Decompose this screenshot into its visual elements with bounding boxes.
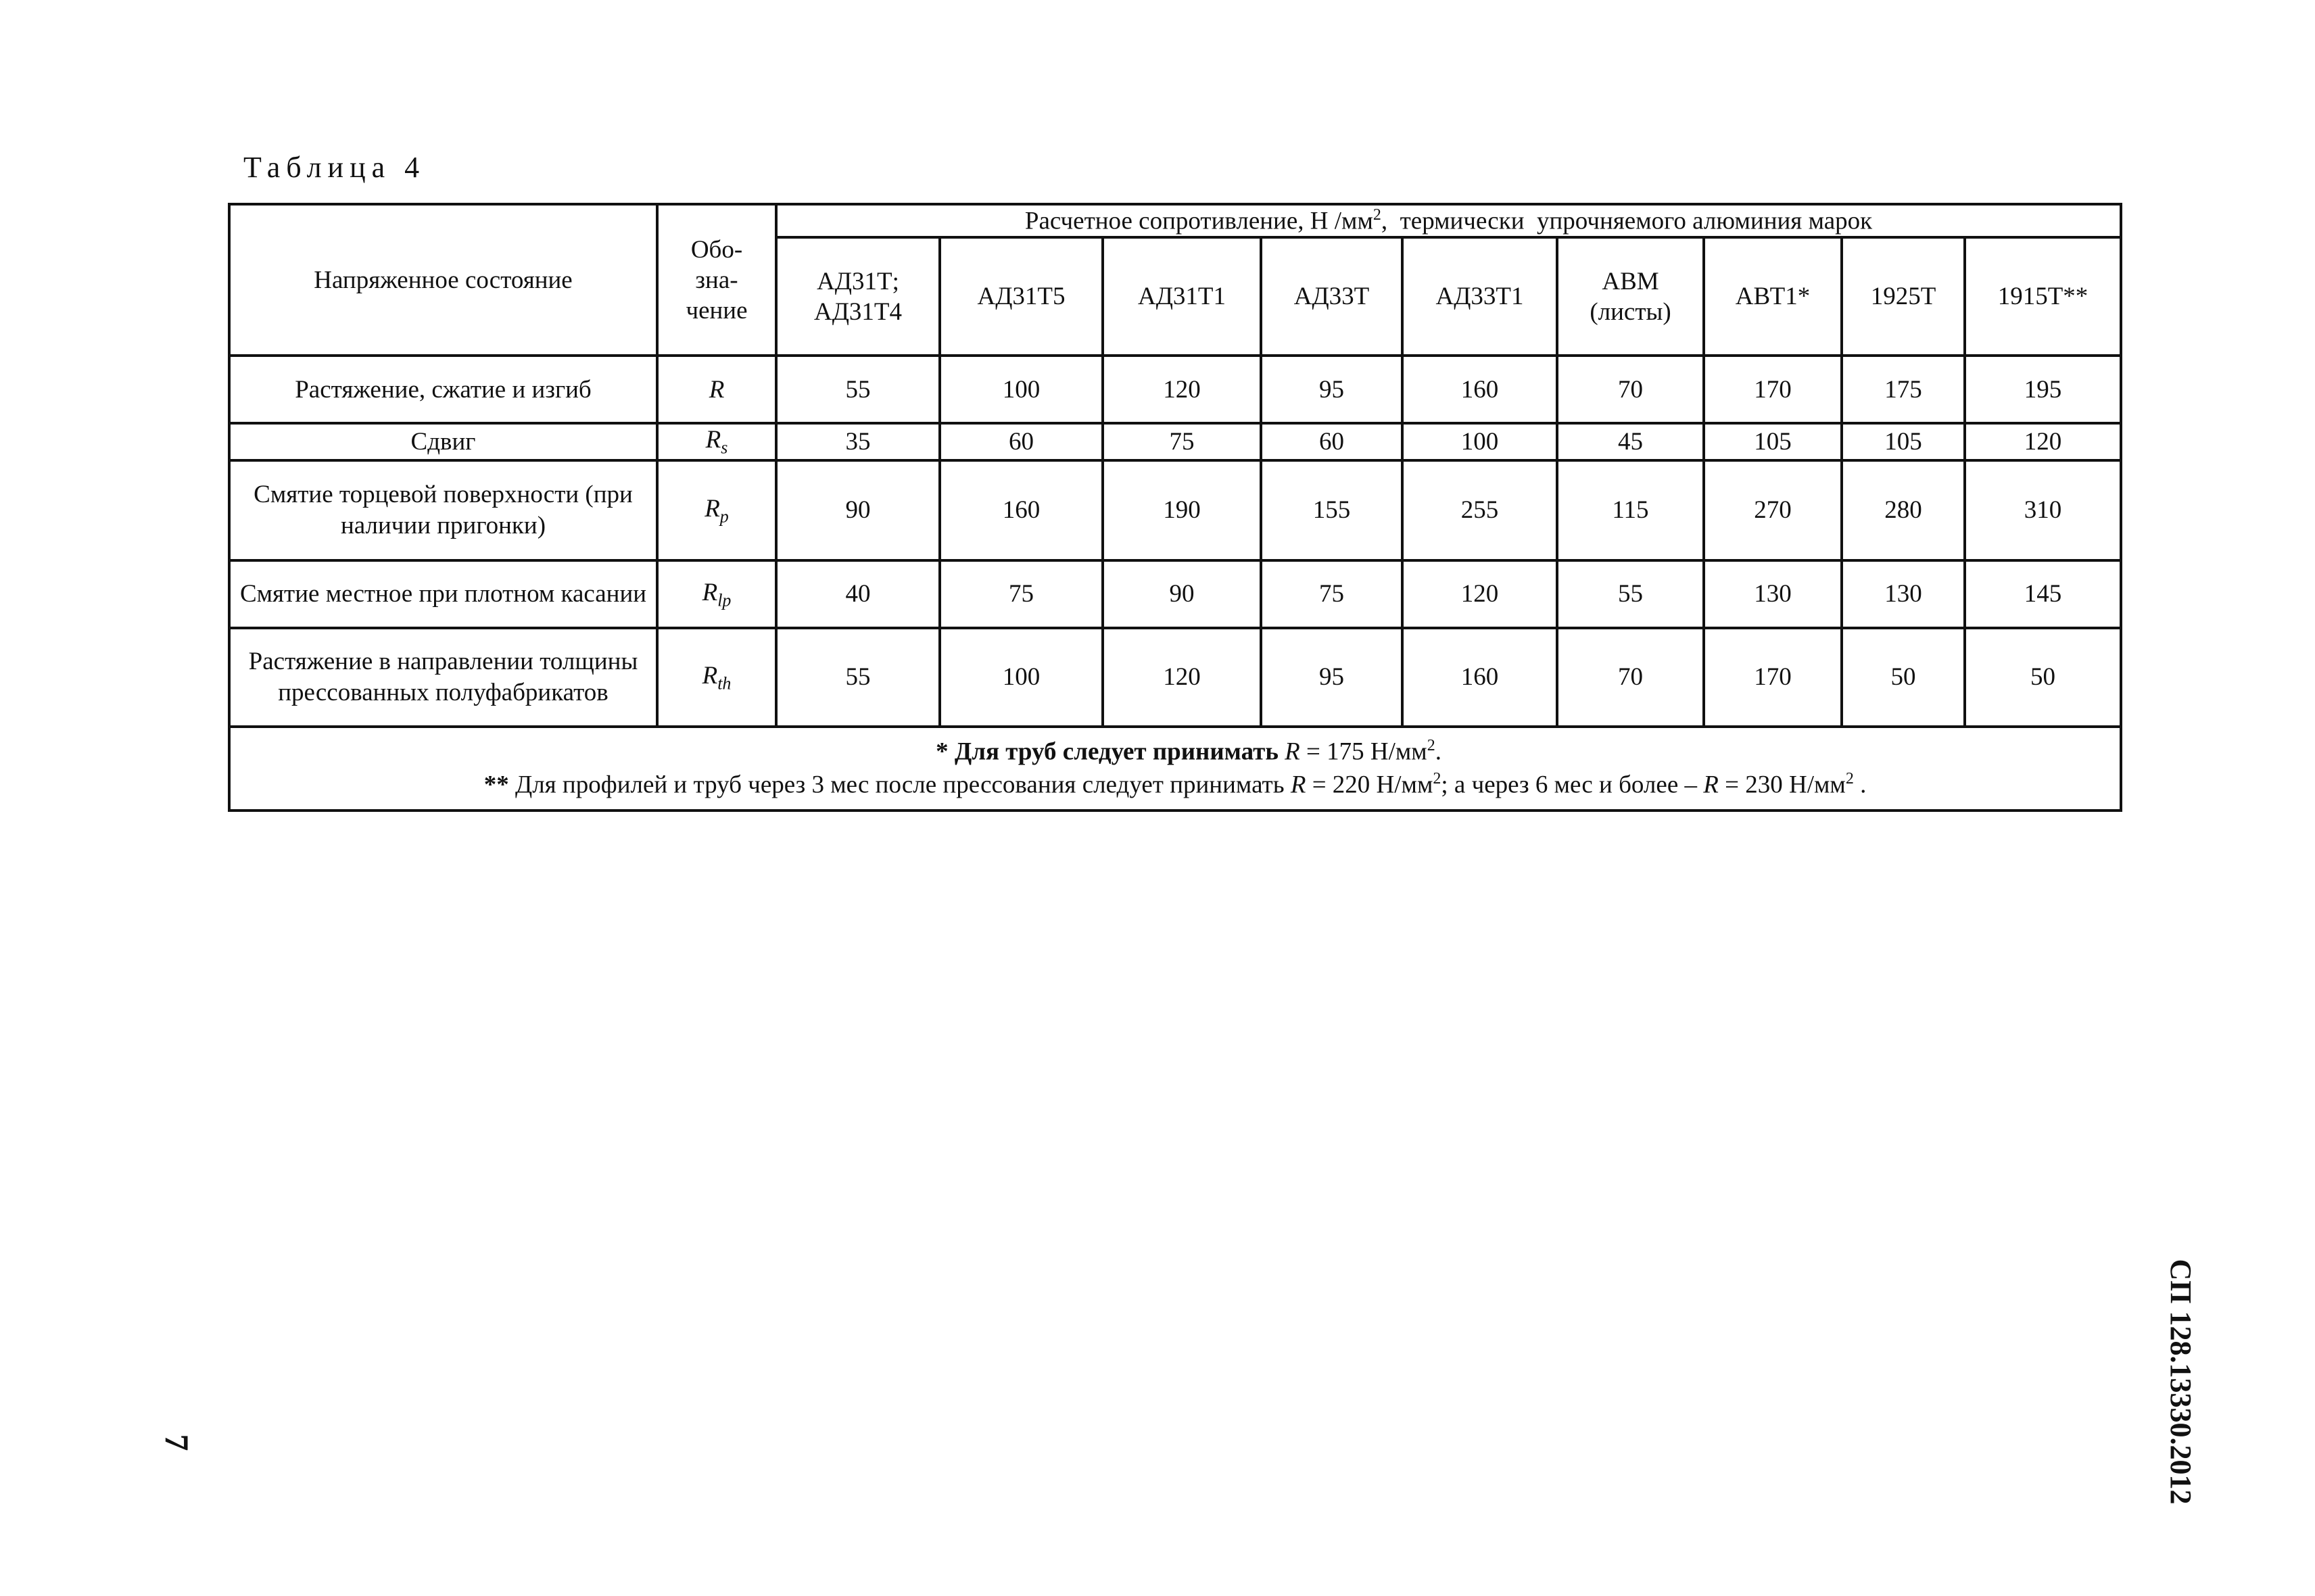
- footnote-end: .: [1435, 737, 1441, 766]
- header-grade: 1925Т: [1842, 237, 1965, 356]
- value-cell: 60: [940, 423, 1103, 460]
- designation-part: зна-: [695, 266, 738, 294]
- group-label-text: , термически упрочняемого алюминия марок: [1381, 207, 1873, 235]
- footnote-sup: 2: [1845, 769, 1854, 788]
- footnote-pipes: [239, 735, 2111, 768]
- table-row: [229, 460, 2121, 560]
- header-grade: АД33Т1: [1402, 237, 1557, 356]
- header-design-resistance: [776, 204, 2121, 237]
- table-caption: Таблица 4: [243, 151, 426, 184]
- value-cell: 145: [1965, 560, 2121, 628]
- header-grade: АД33Т: [1261, 237, 1402, 356]
- value-cell: 120: [1103, 356, 1261, 423]
- document-code: СП 128.13330.2012: [2164, 1259, 2197, 1505]
- symbol-letter: R: [709, 375, 725, 404]
- group-label-sup: 2: [1373, 206, 1381, 224]
- value-cell: 310: [1965, 460, 2121, 560]
- value-cell: 75: [940, 560, 1103, 628]
- footnote-profiles: [239, 769, 2111, 801]
- footnote-symbol: R: [1290, 770, 1306, 798]
- value-cell: 70: [1557, 356, 1704, 423]
- value-cell: 100: [1402, 423, 1557, 460]
- page-number: 7: [158, 1434, 196, 1451]
- header-grade: АД31Т5: [940, 237, 1103, 356]
- value-cell: 195: [1965, 356, 2121, 423]
- value-cell: 160: [1402, 356, 1557, 423]
- group-label-text: Расчетное сопротивление, Н /мм: [1024, 207, 1373, 235]
- value-cell: 75: [1261, 560, 1402, 628]
- stress-state-cell: Сдвиг: [229, 423, 657, 460]
- value-cell: 255: [1402, 460, 1557, 560]
- header-grade: АД31Т1: [1103, 237, 1261, 356]
- value-cell: 50: [1965, 628, 2121, 727]
- value-cell: 155: [1261, 460, 1402, 560]
- value-cell: 120: [1965, 423, 2121, 460]
- footnote-symbol: R: [1703, 770, 1719, 798]
- table-notes: [229, 727, 2121, 811]
- designation-cell: [657, 560, 776, 628]
- value-cell: 160: [940, 460, 1103, 560]
- symbol-subscript: lp: [717, 589, 732, 610]
- value-cell: 50: [1842, 628, 1965, 727]
- value-cell: 160: [1402, 628, 1557, 727]
- footnote-value: = 175 Н/мм: [1299, 737, 1427, 766]
- value-cell: 130: [1704, 560, 1842, 628]
- value-cell: 130: [1842, 560, 1965, 628]
- value-cell: 105: [1704, 423, 1842, 460]
- value-cell: 270: [1704, 460, 1842, 560]
- value-cell: 90: [776, 460, 940, 560]
- value-cell: 45: [1557, 423, 1704, 460]
- value-cell: 90: [1103, 560, 1261, 628]
- footnote-mark: *: [936, 737, 949, 766]
- value-cell: 75: [1103, 423, 1261, 460]
- footnote-value: = 230 Н/мм: [1718, 770, 1846, 798]
- symbol-subscript: th: [717, 673, 732, 693]
- value-cell: 55: [776, 628, 940, 727]
- value-cell: 175: [1842, 356, 1965, 423]
- value-cell: 170: [1704, 356, 1842, 423]
- value-cell: 280: [1842, 460, 1965, 560]
- header-grade: 1915Т**: [1965, 237, 2121, 356]
- designation-part: Обо-: [690, 235, 743, 264]
- stress-state-cell: Смятие торцевой поверхности (при наличии пригонки): [229, 460, 657, 560]
- header-designation: [657, 204, 776, 356]
- designation-part: чение: [686, 296, 748, 324]
- footnote-end: .: [1853, 770, 1867, 798]
- value-cell: 70: [1557, 628, 1704, 727]
- symbol-letter: R: [705, 426, 721, 454]
- header-grade: АД31Т; АД31Т4: [776, 237, 940, 356]
- header-stress-state: Напряженное состояние: [229, 204, 657, 356]
- value-cell: 170: [1704, 628, 1842, 727]
- designation-cell: [657, 628, 776, 727]
- footnote-mark: **: [483, 770, 509, 798]
- value-cell: 35: [776, 423, 940, 460]
- symbol-subscript: s: [721, 437, 728, 458]
- symbol-letter: R: [702, 661, 718, 690]
- header-grade: АВМ (листы): [1557, 237, 1704, 356]
- footnote-symbol: R: [1285, 737, 1300, 766]
- value-cell: 100: [940, 356, 1103, 423]
- symbol-letter: R: [705, 494, 720, 523]
- value-cell: 120: [1103, 628, 1261, 727]
- footnote-text: Для профилей и труб через 3 мес после прессования следует принимать: [508, 770, 1291, 798]
- stress-state-cell: Растяжение в направлении толщины прессованных полуфабрикатов: [229, 628, 657, 727]
- value-cell: 55: [776, 356, 940, 423]
- header-grade: АВТ1*: [1704, 237, 1842, 356]
- table-row: [229, 560, 2121, 628]
- footnote-value: = 220 Н/мм: [1306, 770, 1433, 798]
- footnote-sup: 2: [1433, 769, 1441, 788]
- designation-cell: [657, 460, 776, 560]
- stress-state-cell: Смятие местное при плотном касании: [229, 560, 657, 628]
- value-cell: 95: [1261, 628, 1402, 727]
- value-cell: 105: [1842, 423, 1965, 460]
- symbol-letter: R: [702, 578, 718, 606]
- value-cell: 100: [940, 628, 1103, 727]
- value-cell: 115: [1557, 460, 1704, 560]
- footnote-text: Для труб следует принимать: [948, 737, 1285, 766]
- value-cell: 40: [776, 560, 940, 628]
- designation-cell: [657, 423, 776, 460]
- designation-cell: [657, 356, 776, 423]
- value-cell: 95: [1261, 356, 1402, 423]
- value-cell: 55: [1557, 560, 1704, 628]
- table-row: [229, 356, 2121, 423]
- footnote-text: ; а через 6 мес и более –: [1441, 770, 1704, 798]
- symbol-subscript: p: [719, 506, 729, 526]
- value-cell: 190: [1103, 460, 1261, 560]
- resistance-table: [228, 203, 2122, 812]
- footnote-sup: 2: [1427, 737, 1435, 755]
- value-cell: 120: [1402, 560, 1557, 628]
- value-cell: 60: [1261, 423, 1402, 460]
- table-row: [229, 628, 2121, 727]
- stress-state-cell: Растяжение, сжатие и изгиб: [229, 356, 657, 423]
- table-row: [229, 423, 2121, 460]
